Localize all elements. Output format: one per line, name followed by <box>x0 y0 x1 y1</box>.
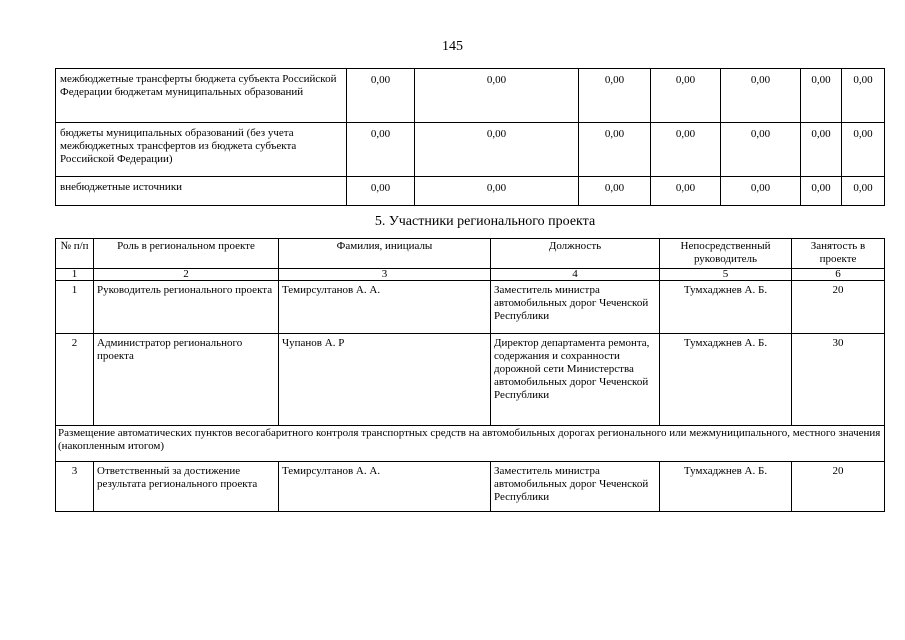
funding-value: 0,00 <box>579 123 651 177</box>
funding-value: 0,00 <box>347 177 415 206</box>
funding-value: 0,00 <box>651 69 721 123</box>
header-number: № п/п <box>56 239 94 269</box>
funding-value: 0,00 <box>579 69 651 123</box>
header-employment: Занятость в проекте <box>792 239 885 269</box>
column-number-row <box>56 269 885 281</box>
section-title: 5. Участники регионального проекта <box>374 214 596 229</box>
funding-value: 0,00 <box>801 69 842 123</box>
supervisor-cell: Тумхаджнев А. Б. <box>660 334 792 426</box>
role-cell: Ответственный за достижение результата регионального проекта <box>94 462 279 512</box>
column-number: 5 <box>660 269 792 281</box>
role-cell: Руководитель регионального проекта <box>94 281 279 334</box>
position-cell: Заместитель министра автомобильных дорог Чеченской Республики <box>491 462 660 512</box>
funding-value: 0,00 <box>415 69 579 123</box>
position-cell: Директор департамента ремонта, содержания и сохранности дорожной сети Министерства автомобильных дорог Чеченской Республики <box>491 334 660 426</box>
funding-value: 0,00 <box>347 123 415 177</box>
funding-value: 0,00 <box>721 177 801 206</box>
funding-value: 0,00 <box>842 69 885 123</box>
column-number: 1 <box>56 269 94 281</box>
funding-value: 0,00 <box>651 177 721 206</box>
funding-value: 0,00 <box>721 69 801 123</box>
name-cell: Темирсултанов А. А. <box>279 281 491 334</box>
role-cell: Администратор регионального проекта <box>94 334 279 426</box>
funding-value: 0,00 <box>842 177 885 206</box>
funding-row <box>56 177 885 206</box>
funding-value: 0,00 <box>415 123 579 177</box>
supervisor-cell: Тумхаджнев А. Б. <box>660 462 792 512</box>
column-number: 2 <box>94 269 279 281</box>
header-position: Должность <box>491 239 660 269</box>
table-row <box>56 281 885 334</box>
participants-table <box>55 238 885 512</box>
funding-row <box>56 69 885 123</box>
result-note: Размещение автоматических пунктов весогабаритного контроля транспортных средств на автомобильных дорогах регионального или межмуниципального, местного значения (накопленным итогом) <box>56 426 885 462</box>
funding-row <box>56 123 885 177</box>
funding-table <box>55 68 885 206</box>
header-supervisor: Непосредственный руководитель <box>660 239 792 269</box>
employment-cell: 20 <box>792 462 885 512</box>
column-number: 3 <box>279 269 491 281</box>
result-note-row <box>56 426 885 462</box>
funding-source: межбюджетные трансферты бюджета субъекта Российской Федерации бюджетам муниципальных образований <box>56 69 347 123</box>
name-cell: Чупанов А. Р <box>279 334 491 426</box>
funding-value: 0,00 <box>842 123 885 177</box>
funding-value: 0,00 <box>347 69 415 123</box>
employment-cell: 30 <box>792 334 885 426</box>
table-row <box>56 462 885 512</box>
funding-source: бюджеты муниципальных образований (без учета межбюджетных трансфертов из бюджета субъекта Российской Федерации) <box>56 123 347 177</box>
page-number: 145 <box>442 39 463 54</box>
funding-value: 0,00 <box>801 123 842 177</box>
table-header-row <box>56 239 885 269</box>
supervisor-cell: Тумхаджнев А. Б. <box>660 281 792 334</box>
row-number: 2 <box>56 334 94 426</box>
employment-cell: 20 <box>792 281 885 334</box>
funding-value: 0,00 <box>415 177 579 206</box>
name-cell: Темирсултанов А. А. <box>279 462 491 512</box>
funding-value: 0,00 <box>721 123 801 177</box>
row-number: 1 <box>56 281 94 334</box>
funding-value: 0,00 <box>651 123 721 177</box>
funding-value: 0,00 <box>801 177 842 206</box>
column-number: 4 <box>491 269 660 281</box>
column-number: 6 <box>792 269 885 281</box>
header-name: Фамилия, инициалы <box>279 239 491 269</box>
funding-source: внебюджетные источники <box>56 177 347 206</box>
table-row <box>56 334 885 426</box>
position-cell: Заместитель министра автомобильных дорог Чеченской Республики <box>491 281 660 334</box>
header-role: Роль в региональном проекте <box>94 239 279 269</box>
funding-value: 0,00 <box>579 177 651 206</box>
row-number: 3 <box>56 462 94 512</box>
